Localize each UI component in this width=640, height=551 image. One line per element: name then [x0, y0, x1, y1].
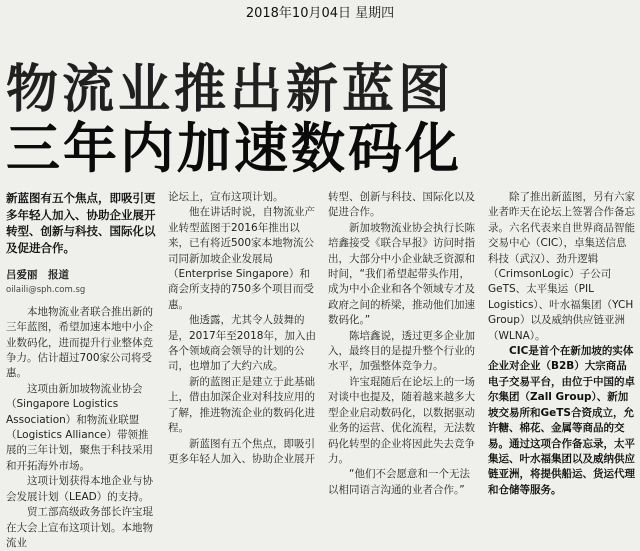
- article-column-1: [6, 190, 156, 551]
- article-paragraph: 新的蓝图正是建立于此基础上，借由加深企业对科技应用的了解，推进物流企业的数码化进程。: [168, 375, 315, 435]
- article-paragraph: 贸工部高级政务部长许宝琨在大会上宣布这项计划。本地物流业: [6, 506, 153, 549]
- article-paragraph: 本地物流业者联合推出新的三年蓝图，希望加速本地中小企业数码化，进而提升行业整体竞争力。估计超过700家公司将受惠。: [6, 305, 153, 380]
- article-lede: 新蓝图有五个焦点，即吸引更多年轻人加入、协助企业展开转型、创新与科技、国际化以及促进合作。: [6, 191, 156, 255]
- article-column-2: [168, 190, 316, 467]
- headline-line-2: 三年内加速数码化: [6, 117, 462, 180]
- article-byline: 吕爱丽 报道: [6, 269, 69, 281]
- article-paragraph: 这项计划获得本地企业与协会发展计划（LEAD）的支持。: [6, 475, 153, 503]
- article-paragraph: 许宝琨随后在论坛上的一场对谈中也提及，随着越来越多大型企业启动数码化，以数据驱动业务的运营、优化流程，无法数码化转型的企业将因此失去竞争力。: [328, 375, 475, 465]
- article-paragraph: 新蓝图有五个焦点，即吸引更多年轻人加入、协助企业展开: [168, 437, 315, 465]
- article-paragraph: CIC是首个在新加坡的实体企业对企业（B2B）大宗商品电子交易平台，由位于中国的卓尔集团（Zall Group）、新加坡交易所和GeTS合资成立，允许糖、棉花、金属等商品的交易。通过这项合作备忘录，太平集运、叶水福集团以及威纳供应链亚洲，将提供船运、货运代理和仓储等服务。: [488, 345, 635, 496]
- article-paragraph: 新加坡物流业协会执行长陈培鑫接受《联合早报》访问时指出，大部分中小企业缺乏资源和时间，“我们希望起带头作用，成为中小企业和各个领域专才及政府之间的桥梁，推动他们加速数码化。”: [328, 221, 475, 327]
- article-paragraph: 他在讲话时说，自物流业产业转型蓝图于2016年推出以来，已有将近500家本地物流公司同新加坡企业发展局（Enterprise Singapore）和商会所支持的750多个项目而受惠。: [168, 206, 315, 311]
- article-paragraph: 这项由新加坡物流业协会（Singapore Logistics Association）和物流业联盟（Logistics Alliance）带领推展的三年计划，聚焦于科技采用和开拓海外市场。: [6, 382, 153, 472]
- article-paragraph: 转型、创新与科技、国际化以及促进合作。: [328, 191, 475, 219]
- author-email: oilaili@sph.com.sg: [6, 285, 86, 296]
- article-paragraph: 论坛上，宣布这项计划。: [168, 191, 284, 203]
- page-date: 2018年10月04日 星期四: [245, 6, 395, 21]
- article-column-4: [488, 190, 636, 498]
- article-paragraph: “他们不会愿意和一个无法以相同语言沟通的业者合作。”: [328, 468, 470, 496]
- article-paragraph: 他透露，尤其令人鼓舞的是，2017年至2018年，加入由各个领域商会领导的计划的公司，也增加了大约六成。: [168, 314, 316, 373]
- headline-line-1: 物流业推出新蓝图: [6, 60, 455, 120]
- article-paragraph: 陈培鑫说，透过更多企业加入，最终目的是提升整个行业的水平，加强整体竞争力。: [328, 329, 475, 373]
- article-paragraph: 除了推出新蓝图，另有六家业者昨天在论坛上签署合作备忘录。六名代表来自世界商品智能交易中心（CIC），卓集送信息科技（武汉）、劲升逻辑（CrimsonLogic）子公司GeTS、太平集运（PIL Logistics）、叶水福集团（YCH Group）以及威纳供应链亚洲（WLNA）。: [488, 191, 635, 342]
- article-column-3: [328, 190, 478, 498]
